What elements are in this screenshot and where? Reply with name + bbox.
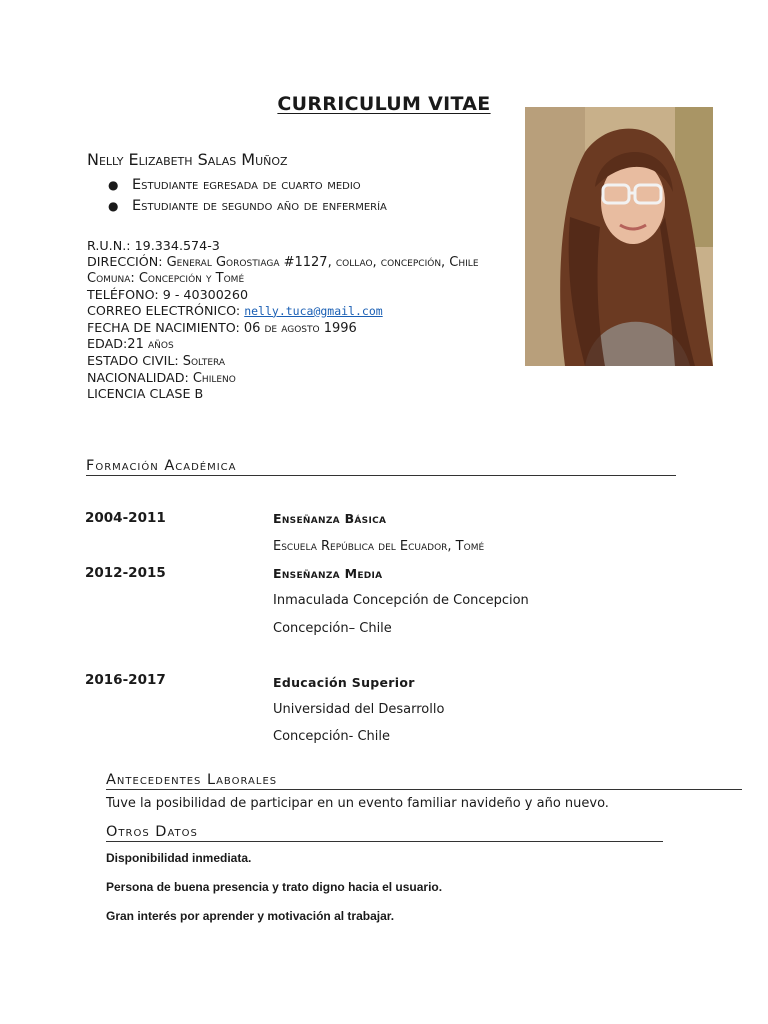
other-section-title: Otros Datos xyxy=(106,824,663,842)
commune-row: Comuna: Concepción y Tomé xyxy=(87,271,245,287)
education-detail: Escuela República del Ecuador, Tomé xyxy=(273,539,485,554)
license-row: LICENCIA CLASE B xyxy=(87,386,204,402)
education-years: 2012-2015 xyxy=(85,565,166,581)
personal-info xyxy=(87,238,479,402)
education-level: Enseñanza Media xyxy=(273,566,383,581)
education-level: Educación Superior xyxy=(273,675,415,690)
education-detail: Concepción– Chile xyxy=(273,621,392,636)
civil-status-row: ESTADO CIVIL: Soltera xyxy=(87,352,226,369)
portrait-illustration xyxy=(525,107,713,366)
nationality-row: NACIONALIDAD: Chileno xyxy=(87,369,236,386)
profile-photo xyxy=(525,107,713,366)
email-row: CORREO ELECTRÓNICO: nelly.tuca@gmail.com xyxy=(87,302,383,318)
phone-row: TELÉFONO: 9 - 40300260 xyxy=(87,287,249,303)
person-name: Nelly Elizabeth Salas Muñoz xyxy=(87,150,288,169)
education-section-title: Formación Académica xyxy=(86,458,676,476)
summary-list xyxy=(108,175,387,217)
education-detail: Inmaculada Concepción de Concepcion xyxy=(273,593,529,608)
other-item: Disponibilidad inmediata. xyxy=(106,851,252,865)
address-row: DIRECCIÓN: General Gorostiaga #1127, collao, concepción, Chile xyxy=(87,253,479,270)
other-item: Persona de buena presencia y trato digno hacia el usuario. xyxy=(106,880,443,894)
education-years: 2004-2011 xyxy=(85,510,166,526)
summary-item: ● Estudiante egresada de cuarto medio xyxy=(108,175,387,196)
bullet-icon: ● xyxy=(108,199,119,213)
other-item: Gran interés por aprender y motivación al trabajar. xyxy=(106,909,395,923)
document-title: CURRICULUM VITAE xyxy=(277,93,491,115)
education-years: 2016-2017 xyxy=(85,672,166,688)
age-row: EDAD:21 años xyxy=(87,336,174,353)
summary-item: ● Estudiante de segundo año de enfermería xyxy=(108,196,387,217)
education-detail: Universidad del Desarrollo xyxy=(273,702,445,717)
email-link[interactable]: nelly.tuca@gmail.com xyxy=(244,303,383,318)
work-description: Tuve la posibilidad de participar en un evento familiar navideño y año nuevo. xyxy=(106,796,609,811)
bullet-icon: ● xyxy=(108,178,119,192)
education-detail: Concepción- Chile xyxy=(273,729,390,744)
work-section-title: Antecedentes Laborales xyxy=(106,772,742,790)
education-level: Enseñanza Básica xyxy=(273,511,387,526)
run-row: R.U.N.: 19.334.574-3 xyxy=(87,238,220,253)
birthdate-row: FECHA DE NACIMIENTO: 06 de agosto 1996 xyxy=(87,319,357,336)
